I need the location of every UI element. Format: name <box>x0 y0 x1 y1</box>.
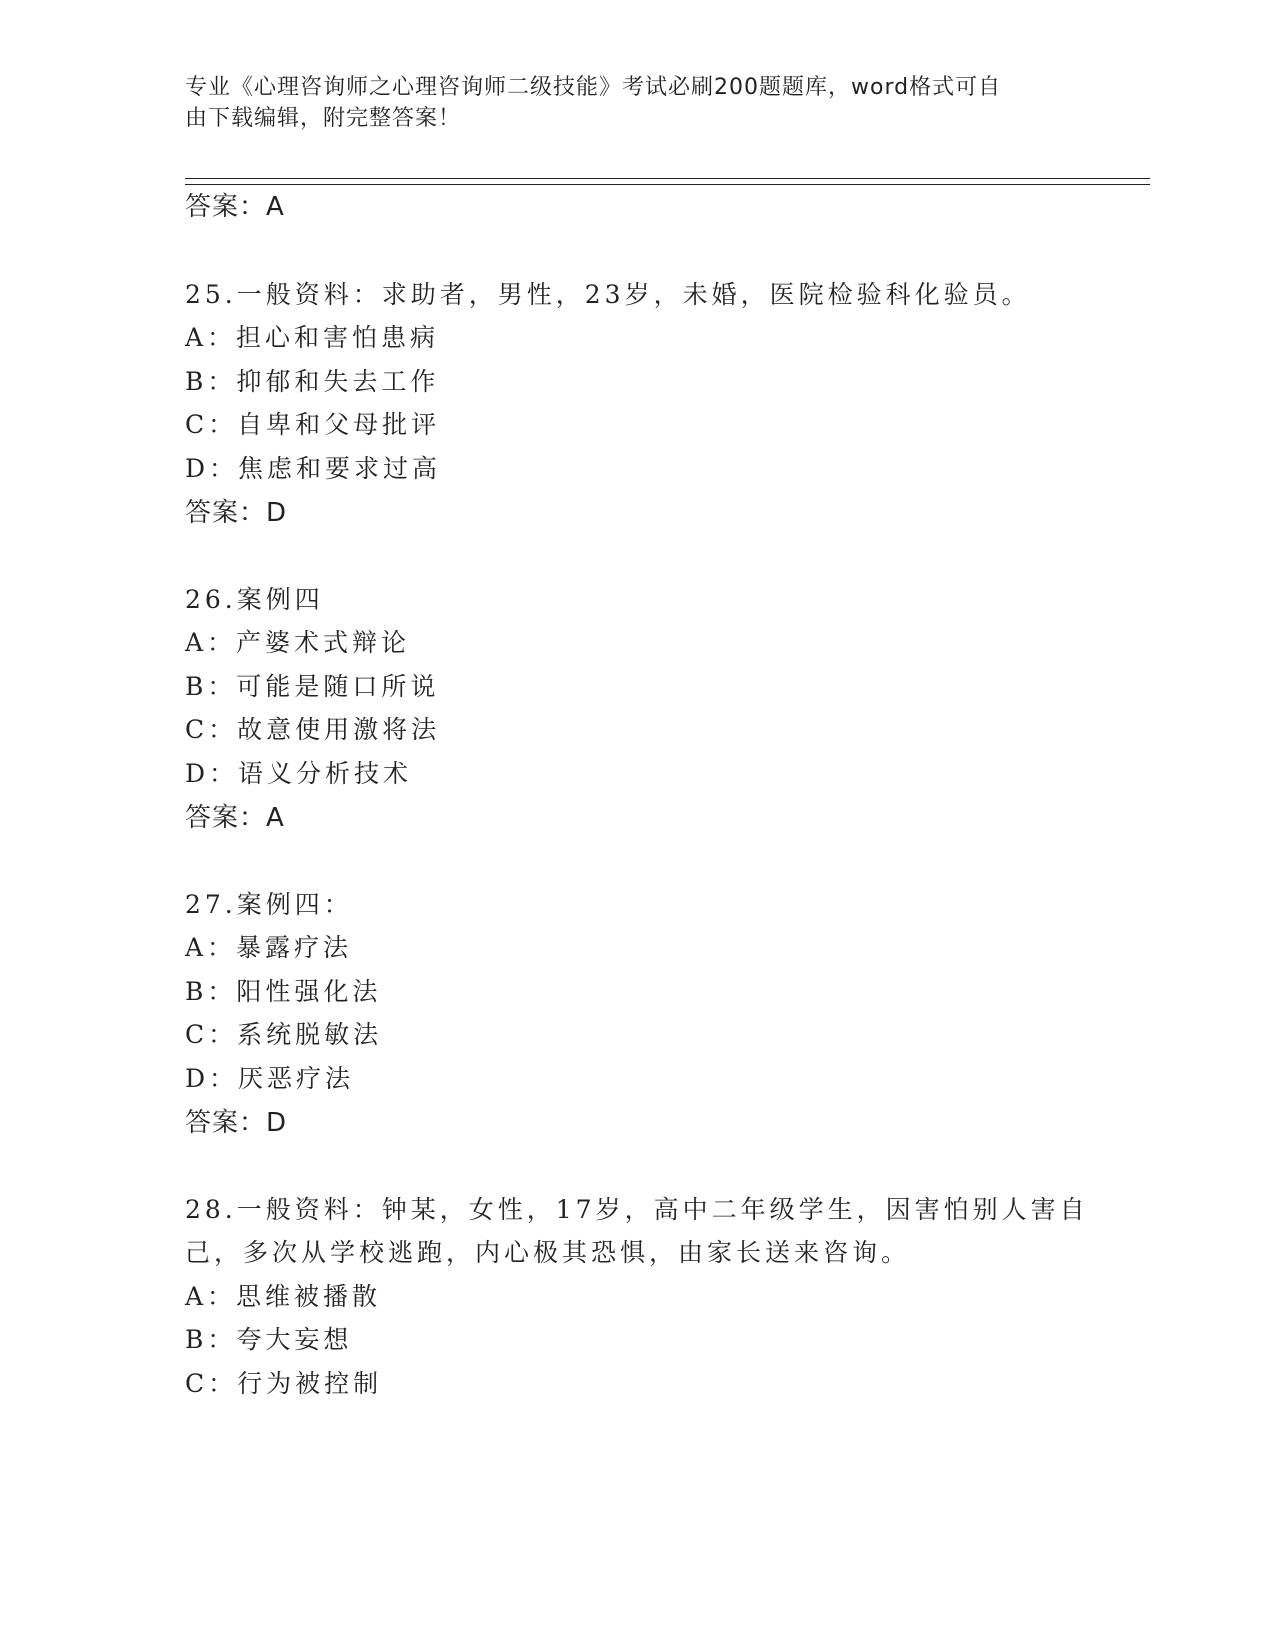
option-a-27: A：暴露疗法 <box>185 933 353 962</box>
question-stem-27: 27.案例四： <box>185 890 353 919</box>
option-c-26: C：故意使用激将法 <box>185 715 441 744</box>
question-stem-28-line-2: 己，多次从学校逃跑，内心极其恐惧，由家长送来咨询。 <box>185 1238 911 1267</box>
option-b-28: B：夸大妄想 <box>185 1325 353 1354</box>
document-header <box>185 72 1065 134</box>
option-a-28: A：思维被播散 <box>185 1282 382 1311</box>
answer-25: 答案：D <box>185 498 288 528</box>
option-b-25: B：抑郁和失去工作 <box>185 367 440 396</box>
option-d-25: D：焦虑和要求过高 <box>185 454 442 483</box>
option-d-26: D：语义分析技术 <box>185 759 413 788</box>
answer-26: 答案：A <box>185 803 285 833</box>
option-a-26: A：产婆术式辩论 <box>185 628 411 657</box>
option-b-27: B：阳性强化法 <box>185 977 382 1006</box>
header-divider-top <box>185 178 1150 179</box>
option-b-26: B：可能是随口所说 <box>185 672 440 701</box>
option-a-25: A：担心和害怕患病 <box>185 323 440 352</box>
option-c-25: C：自卑和父母批评 <box>185 410 441 439</box>
header-divider-bottom <box>185 184 1150 185</box>
option-c-27: C：系统脱敏法 <box>185 1020 383 1049</box>
answer-line: 答案：A <box>185 192 285 222</box>
header-line-1: 专业《心理咨询师之心理咨询师二级技能》考试必刷200题题库，word格式可自 <box>185 75 1002 100</box>
option-d-27: D：厌恶疗法 <box>185 1064 355 1093</box>
question-stem-26: 26.案例四 <box>185 585 324 614</box>
question-stem-25: 25.一般资料：求助者，男性，23岁，未婚，医院检验科化验员。 <box>185 280 1031 309</box>
question-stem-28-line-1: 28.一般资料：钟某，女性，17岁，高中二年级学生，因害怕别人害自 <box>185 1195 1089 1224</box>
header-line-2: 由下载编辑，附完整答案！ <box>185 106 462 131</box>
option-c-28: C：行为被控制 <box>185 1369 383 1398</box>
answer-27: 答案：D <box>185 1108 288 1138</box>
